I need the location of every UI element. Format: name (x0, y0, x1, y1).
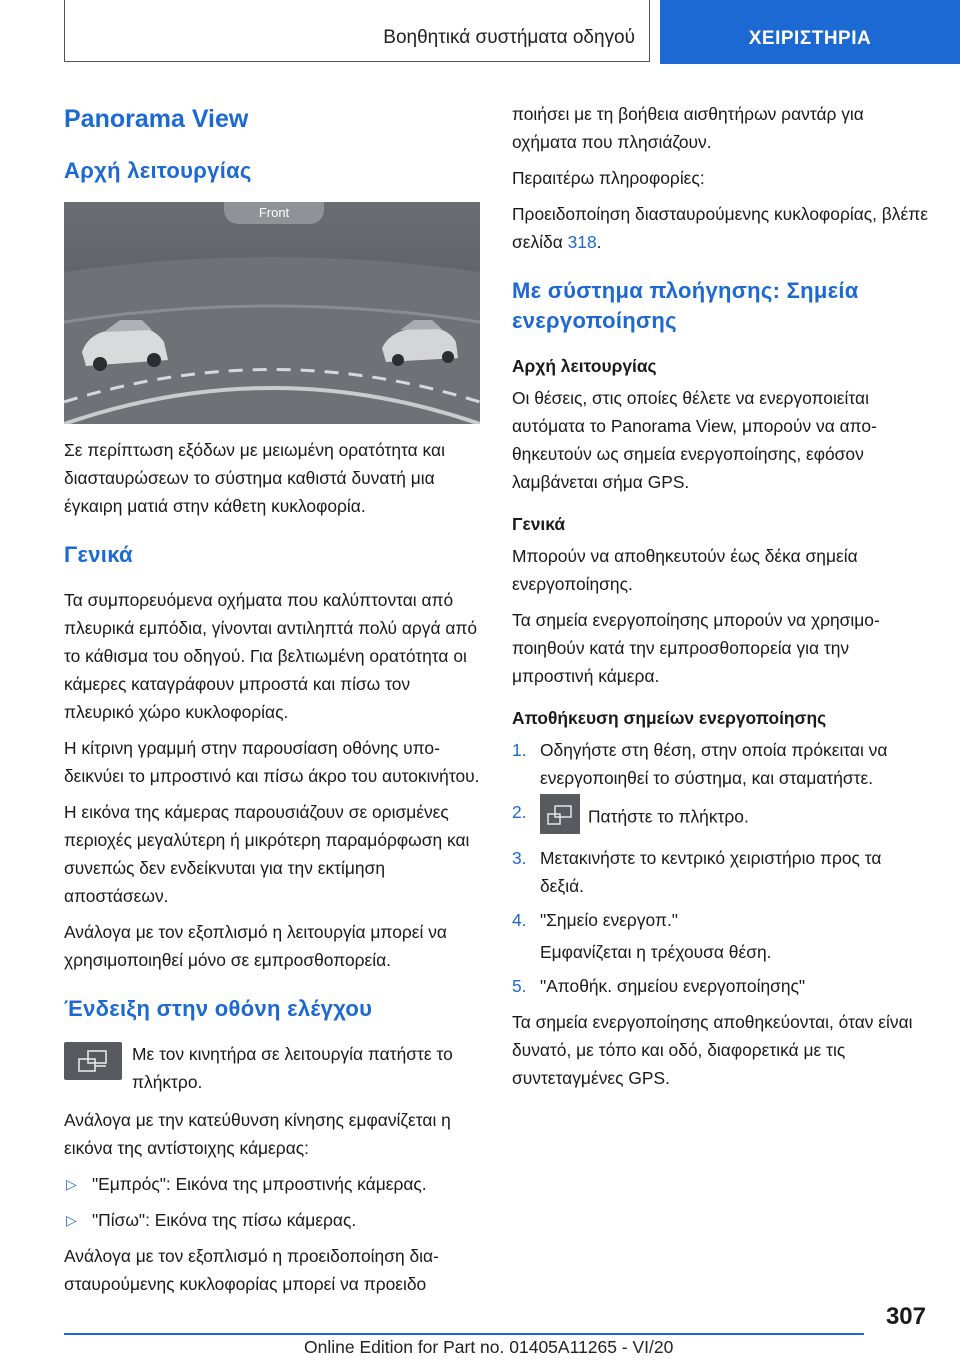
heading-principle: Αρχή λειτουργίας (64, 158, 252, 183)
button-instruction-text: Με τον κινητήρα σε λειτουργία πατήστε το πλήκτρο. (132, 1044, 453, 1092)
section-title: Βοηθητικά συστήματα οδηγού (383, 27, 635, 48)
section-tab (64, 0, 650, 62)
list-item: 1. Οδηγήστε στη θέση, στην οποία πρόκειται να ενεργοποιηθεί το σύστημα, και σταματήστε. (512, 740, 888, 788)
triangle-bullet-icon: ▷ (66, 1176, 77, 1192)
panorama-camera-image (64, 202, 480, 424)
subheading-store: Αποθήκευση σημείων ενεργοποίησης (512, 708, 827, 728)
list-item: 3. Μετακινήστε το κεντρικό χειριστήριο προς τα δεξιά. (512, 848, 882, 896)
steps-list (512, 736, 928, 1000)
general-right-paragraph-2: Τα σημεία ενεργοποίησης μπορούν να χρησιμοποιηθούν κατά την εμπροσθοπορεία για την μπροστινή κάμερα. (512, 610, 880, 686)
camera-view-list (64, 1170, 480, 1234)
more-info-label: Περαιτέρω πληροφορίες: (512, 168, 705, 188)
subheading-general: Γενικά (512, 514, 566, 534)
right-column (512, 100, 928, 1100)
camera-direction-label: Front (258, 205, 290, 220)
list-item: ▷ "Εμπρός": Εικόνα της μπροστινής κάμερας. (64, 1170, 480, 1198)
list-item: 2. Πατήστε το πλήκτρο. (512, 798, 928, 838)
edition-footer: Online Edition for Part no. 01405A11265 - VI/20 (304, 1337, 674, 1357)
continued-paragraph: ποιήσει με τη βοήθεια αισθητήρων ραντάρ για οχήματα που πλησιάζουν. (512, 104, 864, 152)
general-paragraph-3: Η εικόνα της κάμερας παρουσιάζουν σε ορισμένες περιοχές μεγαλύτερη ή μικρότερη παραμόρφωση και συνεπώς δεν ενδείκνυται για την εκτίμηση αποστάσεων. (64, 802, 470, 906)
general-right-paragraph-1: Μπορούν να αποθηκευτούν έως δέκα σημεία ενεργοποίησης. (512, 546, 858, 594)
heading-general: Γενικά (64, 542, 133, 567)
camera-view-illustration (64, 202, 480, 424)
list-item: 5. "Αποθήκ. σημείου ενεργοποίησης" (512, 976, 806, 996)
page-header (64, 0, 960, 64)
chapter-tab (660, 0, 960, 64)
warning-paragraph: Ανάλογα με τον εξοπλισμό η προειδοποίηση διασταυρούμενης κυκλοφορίας μπορεί να προειδο (64, 1246, 439, 1294)
step-note: Εμφανίζεται η τρέχουσα θέση. (540, 942, 772, 962)
page-title: Panorama View (64, 105, 249, 133)
intro-paragraph: Σε περίπτωση εξόδων με μειωμένη ορατότητα και διασταυρώσεων το σύστημα καθιστά δυνατή μια έγκαιρη ματιά στην κάθετη κυκλοφορία. (64, 440, 445, 516)
general-paragraph-4: Ανάλογα με τον εξοπλισμό η λειτουργία μπορεί να χρησιμοποιηθεί μόνο σε εμπροσθοπορεία. (64, 922, 447, 970)
subheading-principle: Αρχή λειτουργίας (512, 356, 657, 376)
camera-button-icon (540, 794, 580, 834)
camera-button-icon (64, 1042, 122, 1080)
footer-divider (64, 1333, 864, 1335)
button-instruction (64, 1040, 480, 1098)
final-paragraph: Τα σημεία ενεργοποίησης αποθηκεύονται, όταν είναι δυνατό, με τόπο και οδό, διαφορετικά με τις συντεταγμένες GPS. (512, 1012, 913, 1088)
principle-paragraph: Οι θέσεις, στις οποίες θέλετε να ενεργοποιείται αυτόματα το Panorama View, μπορούν να αποθηκευτούν ως σημεία ενεργοποίησης, εφόσον λαμβάνεται σήμα GPS. (512, 388, 877, 492)
left-column (64, 100, 480, 1306)
page-number: 307 (885, 1303, 926, 1330)
heading-navigation: Με σύστημα πλοήγησης: Σημεία ενεργοποίησης (512, 278, 859, 333)
heading-display: Ένδειξη στην οθόνη ελέγχου (64, 996, 373, 1021)
list-item: 4. "Σημείο ενεργοπ." Εμφανίζεται η τρέχουσα θέση. (512, 906, 928, 966)
chapter-title: ΧΕΙΡΙΣΤΗΡΙΑ (748, 28, 872, 49)
general-paragraph-2: Η κίτρινη γραμμή στην παρουσίαση οθόνης υποδεικνύει το μπροστινό και πίσω άκρο του αυτοκινήτου. (64, 738, 480, 786)
camera-direction-tab (224, 202, 324, 224)
direction-paragraph: Ανάλογα με την κατεύθυνση κίνησης εμφανίζεται η εικόνα της αντίστοιχης κάμερας: (64, 1110, 451, 1158)
triangle-bullet-icon: ▷ (66, 1212, 77, 1228)
list-item: ▷ "Πίσω": Εικόνα της πίσω κάμερας. (64, 1206, 480, 1234)
general-paragraph-1: Τα συμπορευόμενα οχήματα που καλύπτονται από πλευρικά εμπόδια, γίνονται αντιληπτά πολύ αργά από το κάθισμα του οδηγού. Για βελτιωμένη ορατότητα οι κάμερες καταγράφουν μπροστά και πίσω τον πλευρικό χώρο κυκλοφορίας. (64, 590, 478, 722)
page-reference-link[interactable]: 318 (567, 232, 597, 252)
reference-paragraph: Προειδοποίηση διασταυρούμενης κυκλοφορίας, βλέπε σελίδα 318. (512, 204, 928, 252)
